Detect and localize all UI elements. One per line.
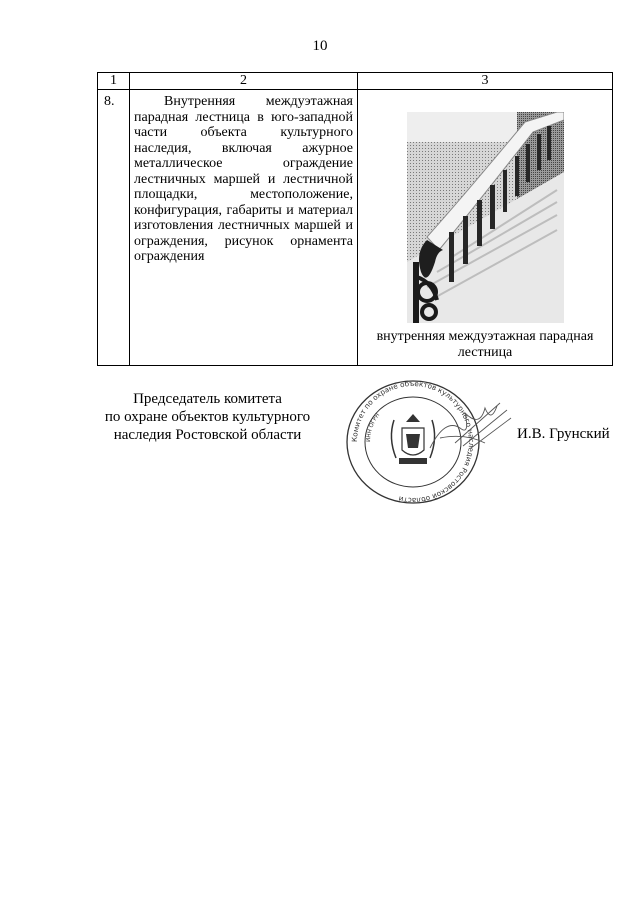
table-row — [98, 90, 613, 366]
handwritten-signature — [425, 398, 515, 458]
svg-text:ИНН ОГРН — [366, 412, 381, 442]
photo-caption: внутренняя междуэтажная парадная лестница — [376, 329, 594, 360]
table-header-row — [98, 73, 613, 90]
table-header-cell: 3 — [358, 73, 613, 90]
stamp-inner-text: ИНН ОГРН — [365, 412, 382, 443]
table-header-cell: 1 — [98, 73, 130, 90]
heritage-table — [97, 72, 613, 366]
stamp-outer-text: Комитет по охране объектов культурного наследия Ростовской области — [349, 378, 477, 506]
table-header-cell: 2 — [130, 73, 358, 90]
object-description: Внутренняя междуэтажная парадная лестница в юго-западной части объекта культурного наследия, включая ажурное металлическое ограждение лестничных маршей и лестничной площадки, местоположение, конфигурация, габариты и материал изготовления лестничных маршей и ограждения, рисунок орнамента ограждения — [134, 94, 353, 264]
row-number: 8. — [104, 94, 115, 109]
position-line: наследия Ростовской области — [113, 427, 302, 443]
staircase-photo — [407, 112, 564, 323]
position-line: по охране объектов культурного — [104, 409, 311, 425]
signer-name: И.В. Грунский — [517, 426, 610, 442]
signer-position — [100, 390, 315, 444]
page-number: 10 — [312, 38, 328, 54]
position-line: Председатель комитета — [133, 391, 282, 407]
